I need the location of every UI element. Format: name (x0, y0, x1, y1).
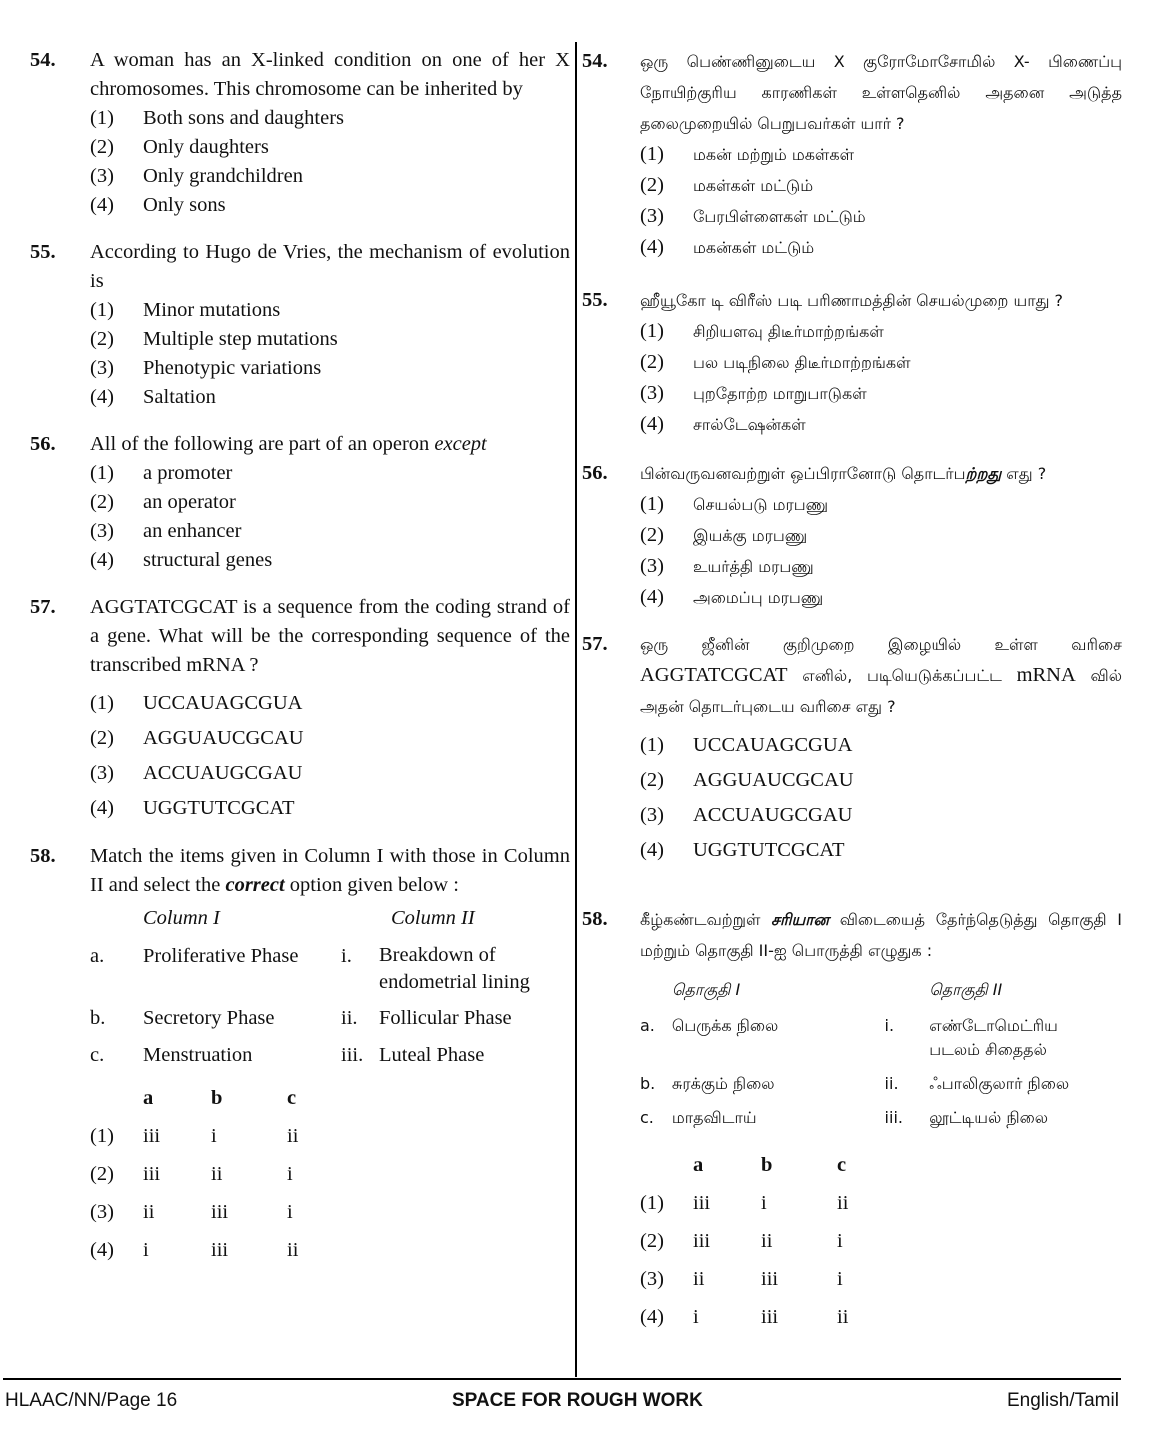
question-number: 57. (582, 633, 608, 655)
option-4: (4) UGGTUTCGCAT (90, 797, 295, 819)
column-header: தொகுதி II (929, 980, 1003, 999)
answer-header: a b c (693, 1154, 847, 1176)
question-stem: All of the following are part of an operon except (90, 433, 487, 455)
option-2: (2) Multiple step mutations (90, 328, 338, 350)
question-54 (30, 46, 570, 220)
question-57 (30, 593, 570, 826)
question-stem: According to Hugo de Vries, the mechanism of evolution is (90, 241, 570, 292)
option-2: (2) பல படிநிலை திடீர்மாற்றங்கள் (640, 351, 911, 373)
option-3: (3) Phenotypic variations (90, 357, 322, 379)
answer-option-3: (3) ii iii i (90, 1201, 293, 1223)
answer-option-1: (1) iii i ii (90, 1125, 299, 1147)
option-1: (1) a promoter (90, 462, 233, 484)
table-row: c. மாதவிடாய் iii. லூட்டியல் நிலை (640, 1108, 1049, 1127)
question-number: 54. (582, 50, 608, 72)
option-4: (4) சால்டேஷன்கள் (640, 413, 806, 435)
question-56-tamil (582, 458, 1122, 613)
language-label: English/Tamil (1007, 1390, 1119, 1411)
question-57-tamil (582, 629, 1122, 868)
option-2: (2) Only daughters (90, 136, 269, 158)
answer-header: a b c (143, 1087, 297, 1109)
question-stem: ஹீயூகோ டி விரீஸ் படி பரிணாமத்தின் செயல்முறை யாது ? (640, 291, 1064, 310)
option-4: (4) UGGTUTCGCAT (640, 839, 845, 861)
answer-option-1: (1) iii i ii (640, 1192, 849, 1214)
match-table (640, 978, 1122, 1340)
option-2: (2) AGGUAUCGCAU (640, 769, 854, 791)
option-4: (4) Only sons (90, 194, 226, 216)
option-3: (3) an enhancer (90, 520, 242, 542)
question-number: 58. (30, 845, 56, 867)
footer-rule (3, 1378, 1121, 1380)
answer-option-3: (3) ii iii i (640, 1268, 843, 1290)
answer-grid (90, 1084, 570, 1274)
option-3: (3) புறதோற்ற மாறுபாடுகள் (640, 382, 867, 404)
question-54-tamil (582, 46, 1122, 263)
page-code: HLAAC/NN/Page 16 (5, 1390, 178, 1411)
question-58 (30, 842, 570, 1274)
option-1: (1) Both sons and daughters (90, 107, 344, 129)
answer-option-4: (4) i iii ii (640, 1306, 849, 1328)
option-1: (1) சிறியளவு திடீர்மாற்றங்கள் (640, 320, 884, 342)
table-row: a. Proliferative Phase i. Breakdown of endometrial lining (90, 944, 530, 993)
question-number: 56. (30, 433, 56, 455)
question-stem: A woman has an X-linked condition on one of her X chromosomes. This chromosome can be inherited by (90, 49, 570, 100)
option-3: (3) Only grandchildren (90, 165, 303, 187)
question-55 (30, 238, 570, 412)
question-58-tamil (582, 904, 1122, 1340)
option-3: (3) உயர்த்தி மரபணு (640, 555, 814, 577)
option-1: (1) Minor mutations (90, 299, 281, 321)
question-number: 58. (582, 908, 608, 930)
question-stem: ஒரு பெண்ணினுடைய X குரோமோசோமில் X- பிணைப்பு நோயிற்குரிய காரணிகள் உள்ளதெனில் அதனை அடுத்த தலைமுறையில் பெறுபவர்கள் யார் ? (640, 52, 1122, 133)
question-stem: கீழ்கண்டவற்றுள் சரியான விடையைத் தேர்ந்தெடுத்து தொகுதி I மற்றும் தொகுதி II-ஐ பொருத்தி எழுதுக : (640, 910, 1122, 960)
question-stem: Match the items given in Column I with those in Column II and select the correct option given below : (90, 845, 570, 896)
table-row: c. Menstruation iii. Luteal Phase (90, 1044, 485, 1066)
option-1: (1) UCCAUAGCGUA (640, 734, 853, 756)
option-2: (2) an operator (90, 491, 236, 513)
option-4: (4) அமைப்பு மரபணு (640, 586, 824, 608)
tamil-column (582, 40, 1122, 1340)
question-number: 57. (30, 596, 56, 618)
column-divider (575, 42, 577, 1377)
option-4: (4) structural genes (90, 549, 273, 571)
answer-option-4: (4) i iii ii (90, 1239, 299, 1261)
match-table (90, 904, 570, 1274)
column-header: தொகுதி I (671, 980, 741, 999)
english-column (30, 40, 570, 1274)
question-55-tamil (582, 285, 1122, 440)
question-number: 56. (582, 462, 608, 484)
answer-option-2: (2) iii ii i (640, 1230, 843, 1252)
option-3: (3) பேரபிள்ளைகள் மட்டும் (640, 205, 866, 227)
option-4: (4) மகன்கள் மட்டும் (640, 236, 815, 258)
option-3: (3) ACCUAUGCGAU (640, 804, 853, 826)
answer-grid (640, 1150, 1122, 1340)
column-header: Column I (143, 907, 220, 929)
answer-option-2: (2) iii ii i (90, 1163, 293, 1185)
question-stem: பின்வருவனவற்றுள் ஒப்பிரானோடு தொடர்பற்றது எது ? (640, 464, 1047, 483)
option-2: (2) இயக்கு மரபணு (640, 524, 808, 546)
option-1: (1) செயல்படு மரபணு (640, 493, 829, 515)
option-1: (1) மகன் மற்றும் மகள்கள் (640, 143, 855, 165)
option-2: (2) மகள்கள் மட்டும் (640, 174, 814, 196)
table-row: a. பெருக்க நிலை i. எண்டோமெட்ரிய படலம் சிதைதல் (640, 1016, 1058, 1059)
column-header: Column II (391, 907, 475, 929)
option-4: (4) Saltation (90, 386, 216, 408)
question-56 (30, 430, 570, 575)
table-row: b. Secretory Phase ii. Follicular Phase (90, 1007, 512, 1029)
question-number: 54. (30, 49, 56, 71)
option-1: (1) UCCAUAGCGUA (90, 692, 303, 714)
question-stem: ஒரு ஜீனின் குறிமுறை இழையில் உள்ள வரிசை AGGTATCGCAT எனில், படியெடுக்கப்பட்ட mRNA வில் அதன் தொடர்புடைய வரிசை எது ? (640, 635, 1122, 716)
question-number: 55. (582, 289, 608, 311)
option-2: (2) AGGUAUCGCAU (90, 727, 304, 749)
question-number: 55. (30, 241, 56, 263)
rough-work-label: SPACE FOR ROUGH WORK (452, 1390, 703, 1411)
question-stem: AGGTATCGCAT is a sequence from the coding strand of a gene. What will be the corresponding sequence of the transcribed mRNA ? (90, 596, 570, 676)
option-3: (3) ACCUAUGCGAU (90, 762, 303, 784)
table-row: b. சுரக்கும் நிலை ii. ஃபாலிகுலார் நிலை (640, 1074, 1070, 1093)
